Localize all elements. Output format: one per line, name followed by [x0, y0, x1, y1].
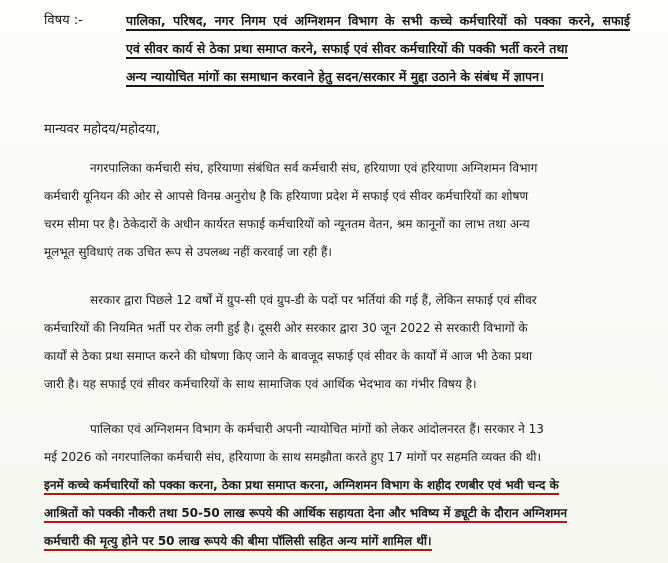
salutation: मान्यवर महोदय/महोदया,: [44, 122, 161, 137]
emphasis-line-2-text: आश्रितों को पक्की नौकरी तथा 50-50 लाख रूपये की आर्थिक सहायता देना और भविष्य में ड्यूटी के दौरान अग्निशमन: [44, 506, 567, 523]
emphasis-line-2: [44, 505, 567, 521]
subject-line-2: [126, 41, 630, 57]
subject-line-2-text: एवं सीवर कार्य से ठेका प्रथा समाप्त करने, सफाई एवं सीवर कर्मचारियों की पक्की भर्ती करने तथा: [126, 41, 568, 59]
subject-line-1-text: पालिका, परिषद, नगर निगम एवं अग्निशमन विभाग के सभी कच्चे कर्मचारियों को पक्का करने, सफाई: [126, 13, 630, 31]
paragraph-2-line-4: जारी है। यह सफाई एवं सीवर कर्मचारियों के साथ सामाजिक एवं आर्थिक भेदभाव का गंभीर विषय है।: [44, 377, 477, 391]
emphasis-line-1-text: इनमें कच्चे कर्मचारियों को पक्का करना, ठेका प्रथा समाप्त करना, अग्निशमन विभाग के शहीद रणबीर एवं भवी चन्द के: [44, 478, 559, 495]
subject-line-3: [126, 69, 630, 85]
paragraph-1-line-4: मूलभूत सुविधाएं तक उचित रूप से उपलब्ध नहीं करवाई जा रही हैं।: [44, 245, 332, 259]
paragraph-1-line-3: चरम सीमा पर है। ठेकेदारों के अधीन कार्यरत सफाई कर्मचारियों को न्यूनतम वेतन, श्रम कानूनों का लाभ तथा अन्य: [44, 217, 530, 231]
paragraph-3-line-1: पालिका एवं अग्निशमन विभाग के कर्मचारी अपनी न्यायोचित मांगों को लेकर आंदोलनरत हैं। सरकार ने 13: [90, 422, 544, 436]
subject-line-3-text: अन्य न्यायोचित मांगों का समाधान करवाने हेतु सदन/सरकार में मुद्दा उठाने के संबंध में ज्ञापन।: [126, 69, 544, 87]
paragraph-2-line-1: सरकार द्वारा पिछले 12 वर्षों में ग्रुप-सी एवं ग्रुप-डी के पदों पर भर्तियां की गई हैं, लेकिन सफाई एवं सीवर: [90, 293, 537, 307]
paragraph-2-line-2: कर्मचारियों की नियमित भर्ती पर रोक लगी हुई है। दूसरी ओर सरकार द्वारा 30 जून 2022 से सरकारी विभागों के: [44, 321, 528, 335]
emphasis-line-3-text: कर्मचारी की मृत्यु होने पर 50 लाख रूपये की बीमा पॉलिसी सहित अन्य मांगें शामिल थीं।: [44, 534, 432, 551]
paragraph-2-line-3: कार्यों से ठेका प्रथा समाप्त करने की घोषणा किए जाने के बावजूद सफाई एवं सीवर के कार्यों में आज भी ठेका प्रथा: [44, 349, 533, 363]
subject-line-1: [126, 13, 630, 29]
emphasis-line-3: [44, 533, 432, 549]
paragraph-1-line-1: नगरपालिका कर्मचारी संघ, हरियाणा संबंधित सर्व कर्मचारी संघ, हरियाणा एवं हरियाणा अग्निशमन विभाग: [90, 161, 538, 175]
subject-label: विषय :-: [44, 13, 83, 28]
emphasis-line-1: [44, 477, 559, 493]
paragraph-3-line-2: मई 2026 को नगरपालिका कर्मचारी संघ, हरियाणा के साथ समझौता करते हुए 17 मांगों पर सहमति व्यक्त की थी।: [44, 450, 542, 464]
paragraph-1-line-2: कर्मचारी यूनियन की ओर से आपसे विनम्र अनुरोध है कि हरियाणा प्रदेश में सफाई एवं सीवर कर्मचारियों का शोषण: [44, 189, 529, 203]
